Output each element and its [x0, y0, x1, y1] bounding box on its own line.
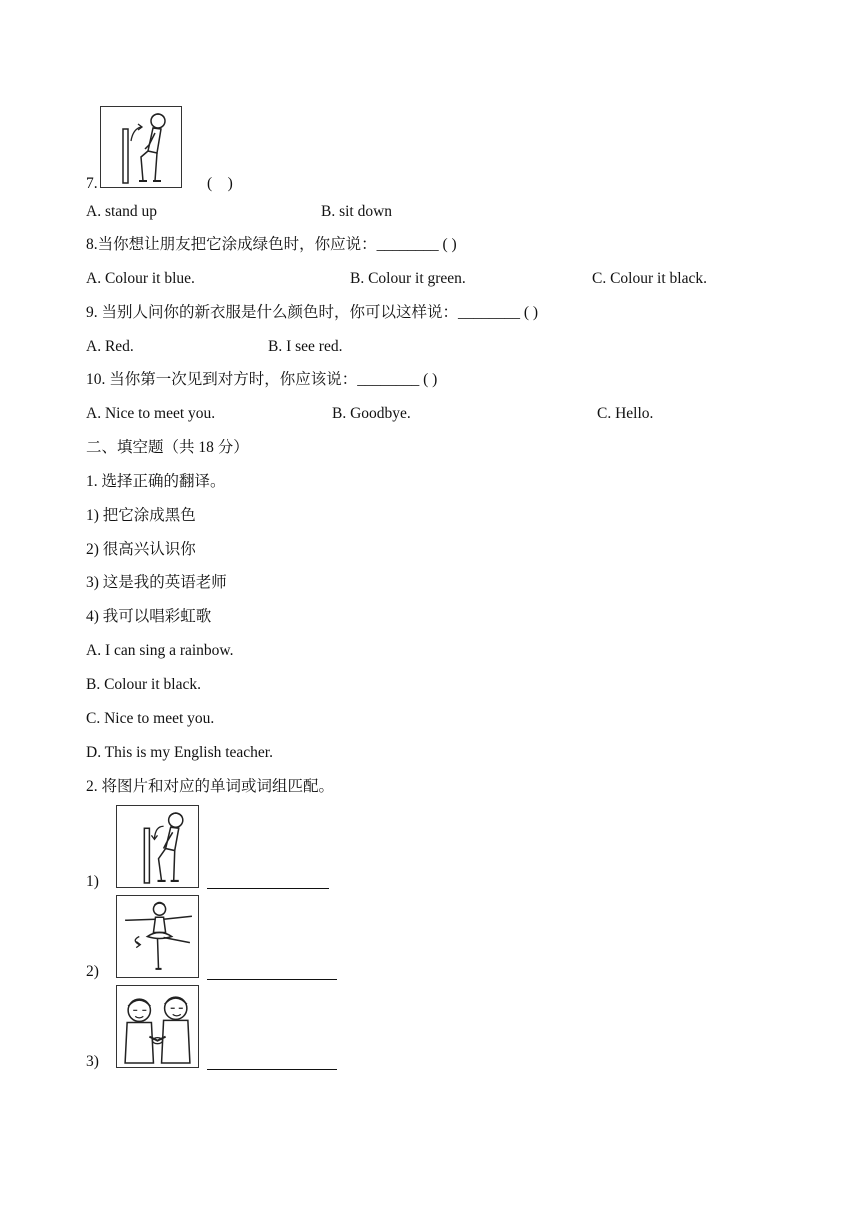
girl-dancing-icon [117, 896, 198, 977]
s2-q2-answer-blank-3[interactable] [207, 1069, 337, 1070]
q10-stem: 10. 当你第一次见到对方时，你应该说：________ ( ) [86, 371, 438, 388]
q8-option-a[interactable]: A. Colour it blue. [86, 270, 195, 287]
s2-q2-title: 2. 将图片和对应的单词或词组匹配。 [86, 778, 335, 795]
s2-q2-picture-2 [116, 895, 199, 978]
q7-option-b[interactable]: B. sit down [321, 203, 393, 220]
q10-option-b[interactable]: B. Goodbye. [332, 405, 411, 422]
q10-option-c[interactable]: C. Hello. [597, 405, 654, 422]
s2-q1-item-3: 3) 这是我的英语老师 [86, 574, 227, 591]
s2-q2-picture-3 [116, 985, 199, 1068]
q8-option-b[interactable]: B. Colour it green. [350, 270, 466, 287]
s2-q1-item-4: 4) 我可以唱彩虹歌 [86, 608, 212, 625]
s2-q1-choice-c[interactable]: C. Nice to meet you. [86, 710, 215, 727]
q10-option-a[interactable]: A. Nice to meet you. [86, 405, 216, 422]
s2-q2-answer-blank-1[interactable] [207, 888, 329, 889]
person-standing-up-icon [101, 107, 181, 187]
q9-option-a[interactable]: A. Red. [86, 338, 134, 355]
section2-heading: 二、填空题（共 18 分） [86, 439, 249, 456]
q7-answer-paren[interactable]: ( ) [207, 175, 233, 192]
q8-option-c[interactable]: C. Colour it black. [592, 270, 707, 287]
s2-q2-item-2-label: 2) [86, 963, 99, 980]
s2-q1-title: 1. 选择正确的翻译。 [86, 473, 226, 490]
q7-picture [100, 106, 182, 188]
q7-option-a[interactable]: A. stand up [86, 203, 158, 220]
s2-q2-answer-blank-2[interactable] [207, 979, 337, 980]
q9-option-b[interactable]: B. I see red. [268, 338, 343, 355]
s2-q2-item-1-label: 1) [86, 873, 99, 890]
s2-q1-choice-b[interactable]: B. Colour it black. [86, 676, 201, 693]
s2-q1-choice-a[interactable]: A. I can sing a rainbow. [86, 642, 234, 659]
q7-number: 7. [86, 175, 98, 192]
s2-q1-item-2: 2) 很高兴认识你 [86, 541, 196, 558]
s2-q2-picture-1 [116, 805, 199, 888]
q9-stem: 9. 当别人问你的新衣服是什么颜色时，你可以这样说：________ ( ) [86, 304, 539, 321]
s2-q1-choice-d[interactable]: D. This is my English teacher. [86, 744, 273, 761]
q8-stem: 8.当你想让朋友把它涂成绿色时，你应说：________ ( ) [86, 236, 457, 253]
person-sitting-down-icon [117, 806, 198, 887]
s2-q2-item-3-label: 3) [86, 1053, 99, 1070]
people-shaking-hands-icon [117, 986, 198, 1067]
s2-q1-item-1: 1) 把它涂成黑色 [86, 507, 196, 524]
